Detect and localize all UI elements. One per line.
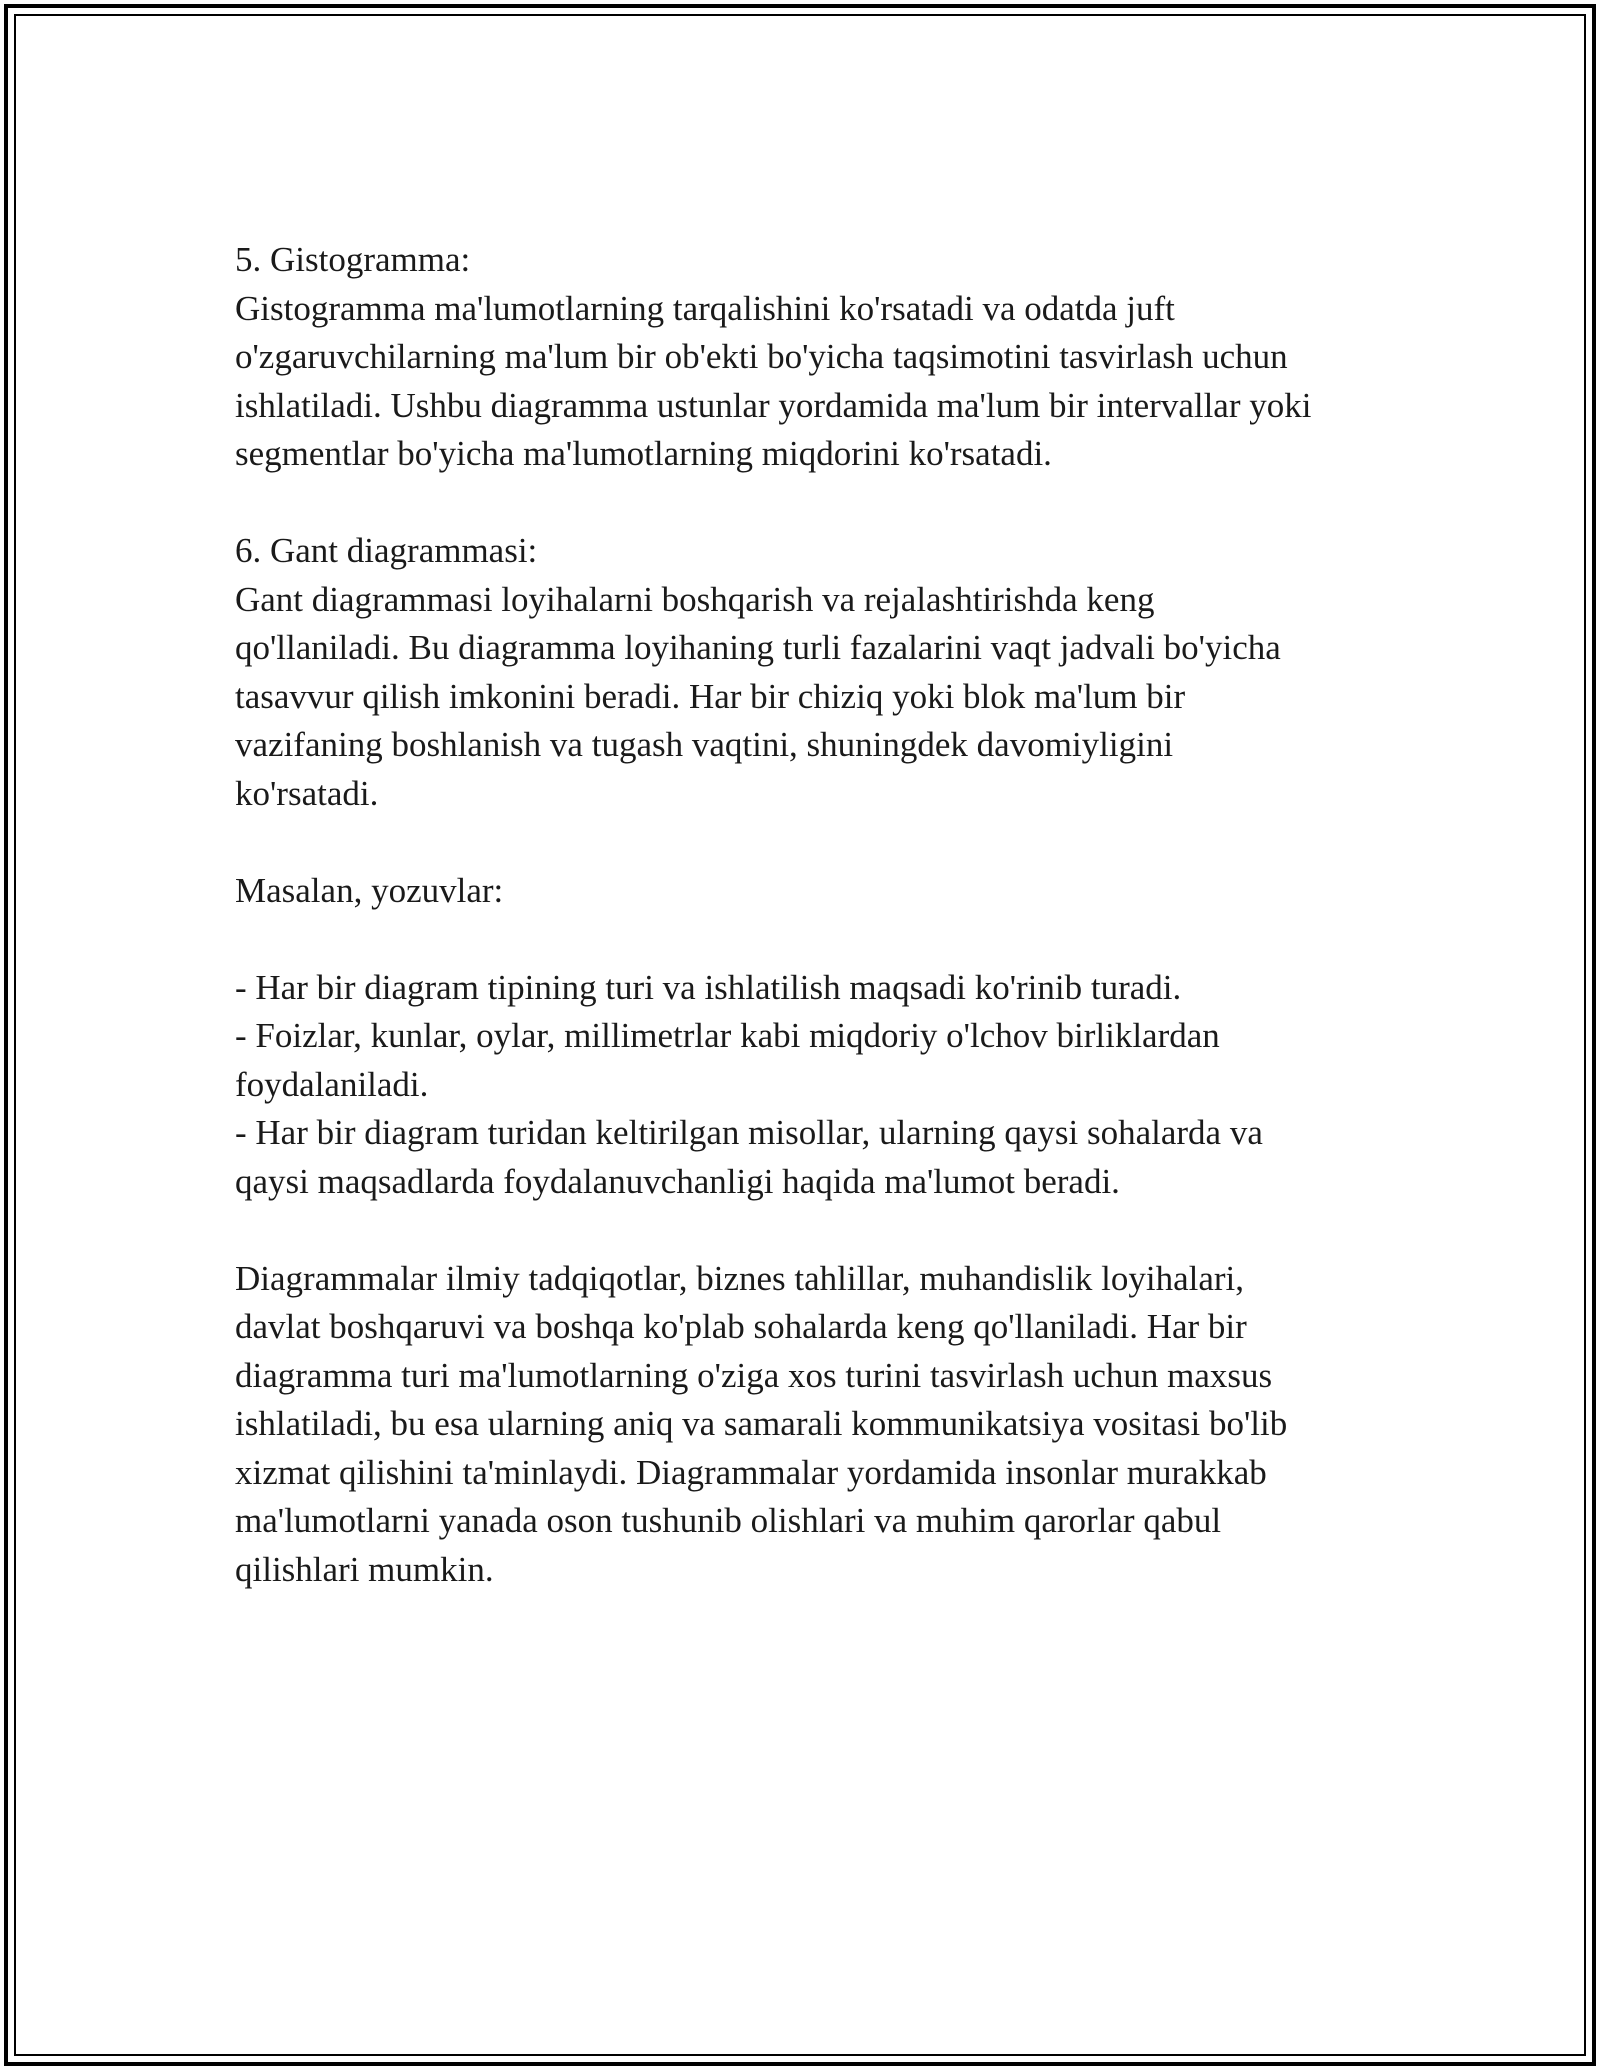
paragraph-gap [235,818,1415,867]
section-6-body: Gant diagrammasi loyihalarni boshqarish va rejalashtirishda keng qo'llaniladi. Bu diagramma loyihaning turli fazalarini vaqt jadvali bo'yicha tasavvur qilish imkonini beradi. Har bir chiziq yoki blok ma'lum bir vazifaning boshlanish va tugash vaqtini, shuningdek davomiyligini ko'rsatadi. [235,579,1281,813]
paragraph-gap [235,1206,1415,1255]
paragraph-gap [235,479,1415,528]
conclusion-paragraph: Diagrammalar ilmiy tadqiqotlar, biznes tahlillar, muhandislik loyihalari, davlat boshqaruvi va boshqa ko'plab sohalarda keng qo'llaniladi. Har bir diagramma turi ma'lumotlarning o'ziga xos turini tasvirlash uchun maxsus ishlatiladi, bu esa ularning aniq va samarali kommunikatsiya vositasi bo'lib xizmat qilishini ta'minlaydi. Diagrammalar yordamida insonlar murakkab ma'lumotlarni yanada oson tushunib olishlari va muhim qarorlar qabul qilishlari mumkin. [235,1258,1288,1589]
section-6-heading: 6. Gant diagrammasi: [235,531,538,570]
document-body [235,236,1415,1594]
paragraph-gap [235,915,1415,964]
bullet-item-3: - Har bir diagram turidan keltirilgan misollar, ularning qaysi sohalarda va qaysi maqsadlarda foydalanuvchanligi haqida ma'lumot beradi. [235,1113,1263,1201]
bullet-item-2: - Foizlar, kunlar, oylar, millimetrlar kabi miqdoriy o'lchov birliklardan foydalaniladi. [235,1016,1220,1104]
section-5-body: Gistogramma ma'lumotlarning tarqalishini ko'rsatadi va odatda juft o'zgaruvchilarning ma'lum bir ob'ekti bo'yicha taqsimotini tasvirlash uchun ishlatiladi. Ushbu diagramma ustunlar yordamida ma'lum bir intervallar yoki segmentlar bo'yicha ma'lumotlarning miqdorini ko'rsatadi. [235,288,1312,473]
examples-intro: Masalan, yozuvlar: [235,870,504,910]
bullet-item-1: - Har bir diagram tipining turi va ishlatilish maqsadi ko'rinib turadi. [235,967,1182,1007]
section-5-heading: 5. Gistogramma: [235,240,471,279]
